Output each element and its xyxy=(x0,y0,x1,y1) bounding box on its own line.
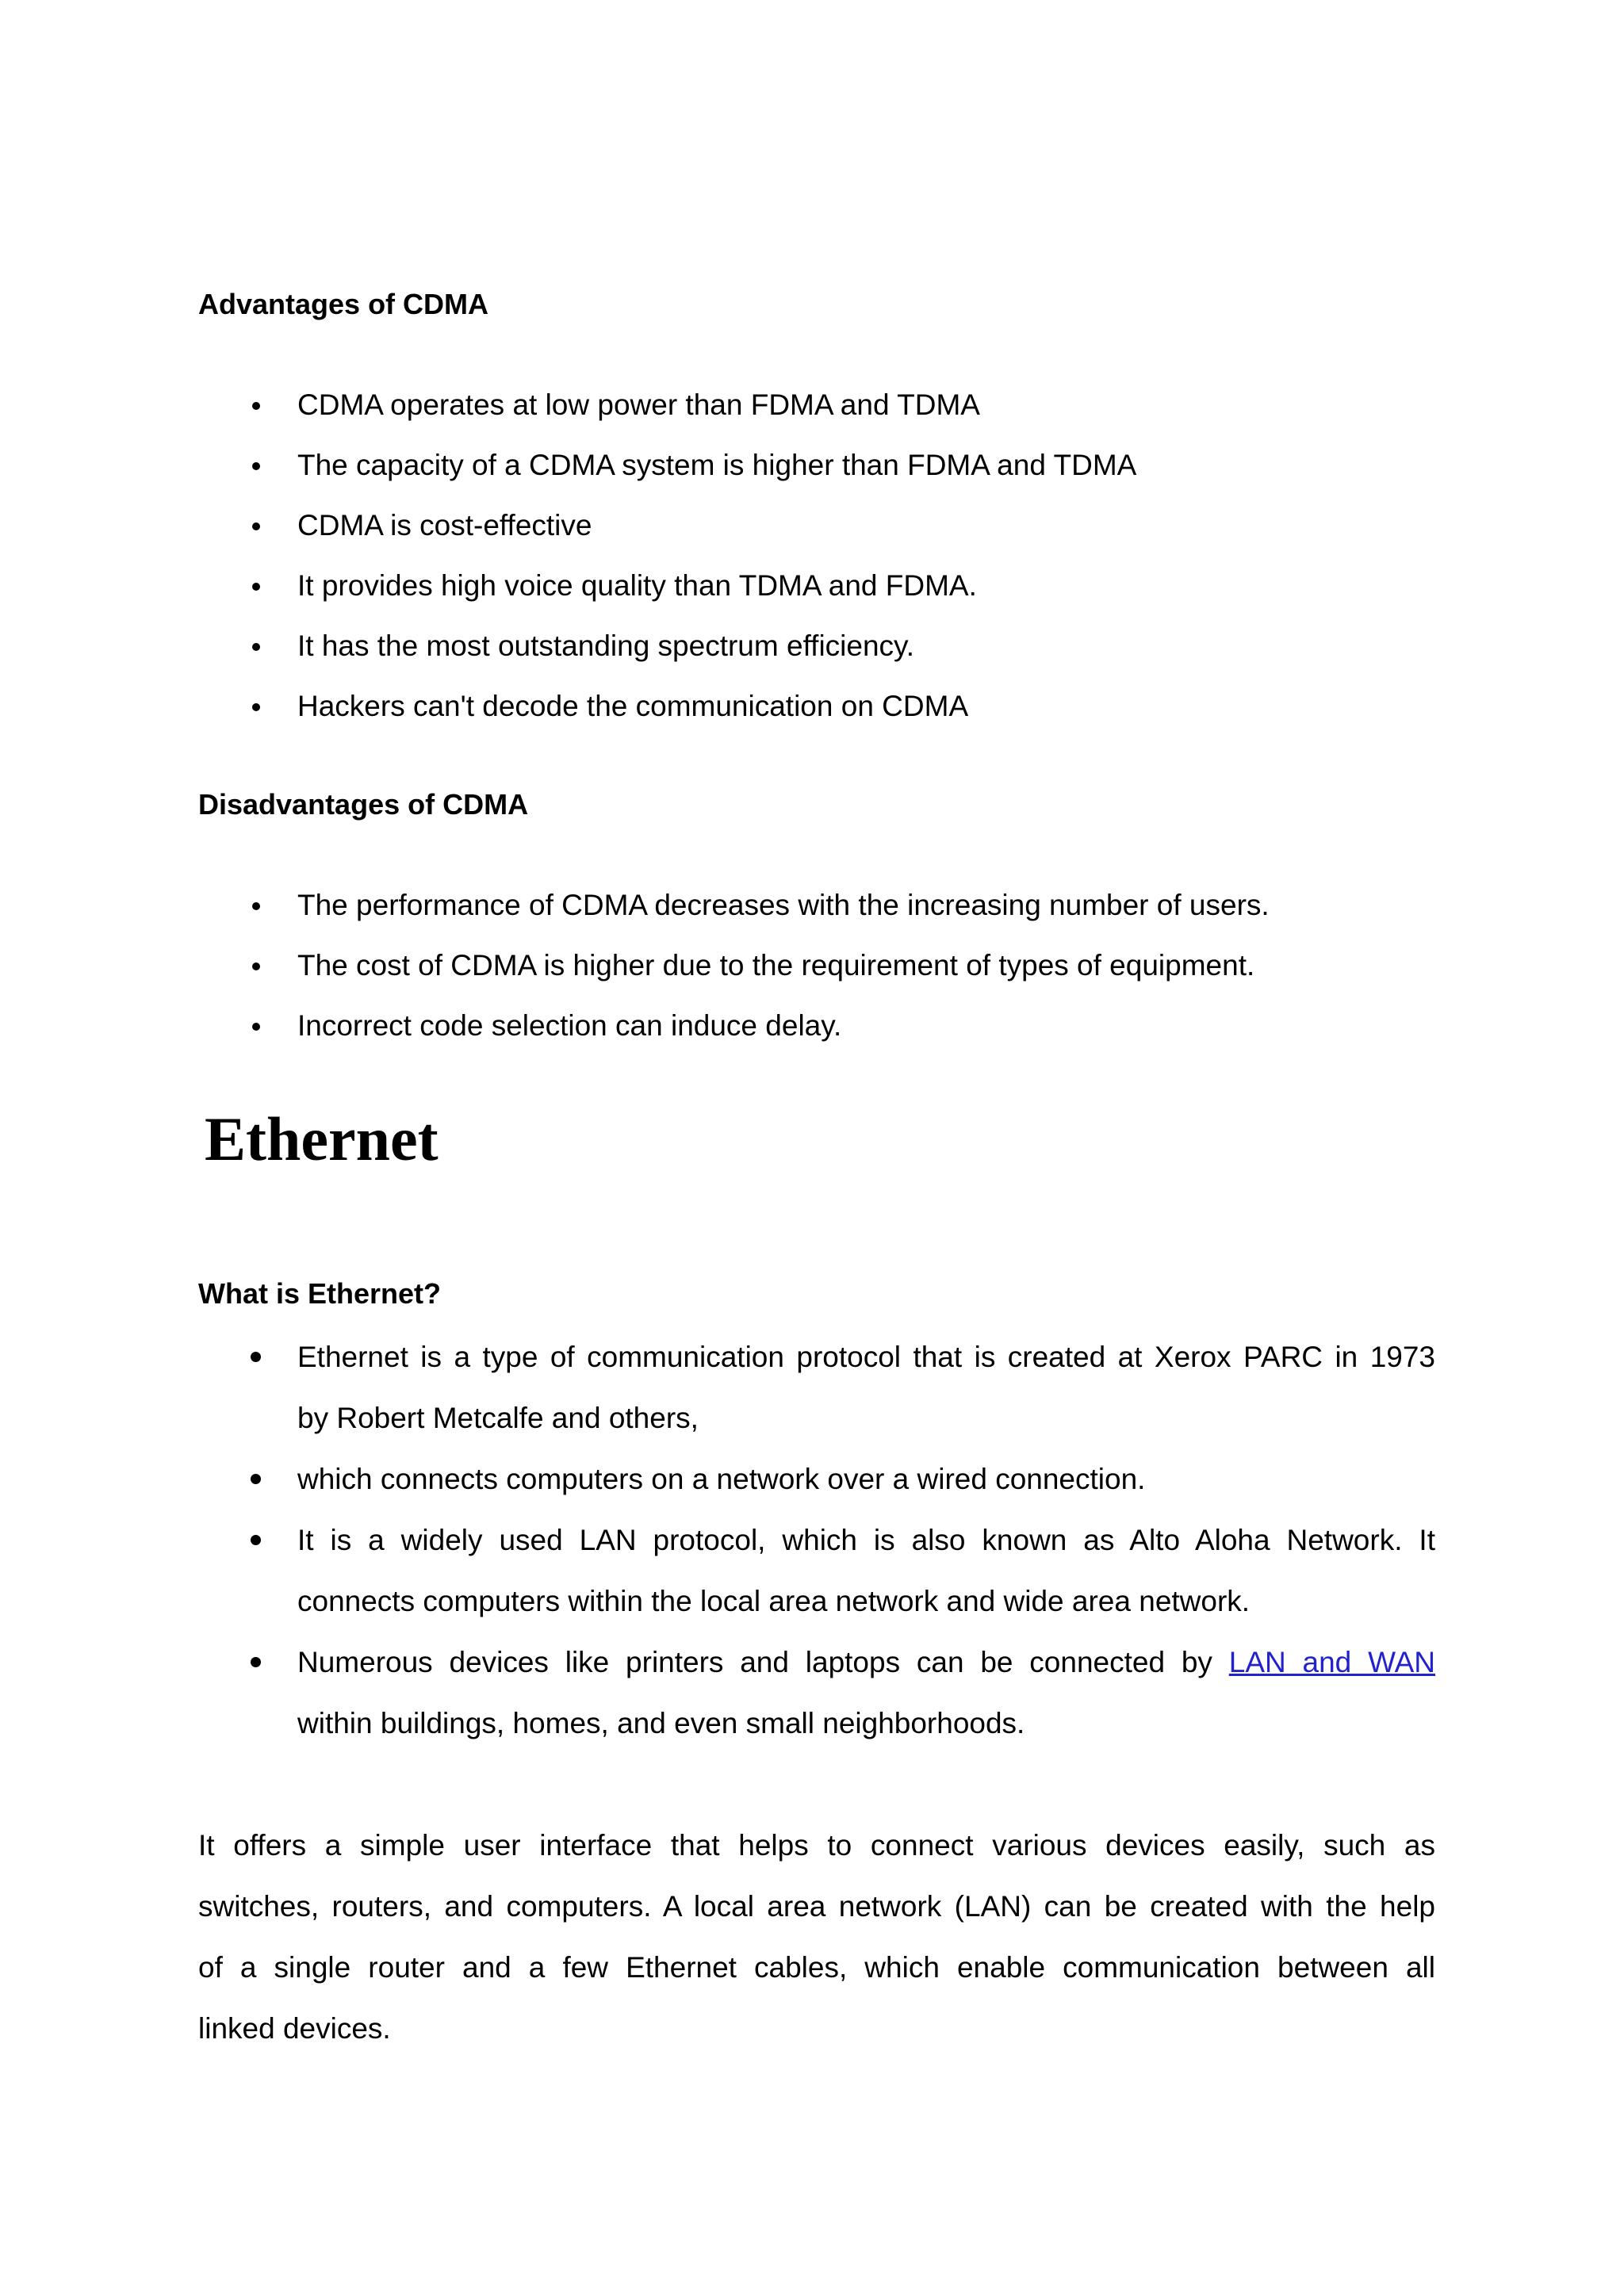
bullet-icon xyxy=(252,462,260,470)
bullet-icon xyxy=(252,902,260,910)
list-item: The cost of CDMA is higher due to the requirement of types of equipment. xyxy=(198,936,1435,996)
list-item: The performance of CDMA decreases with the increasing number of users. xyxy=(198,875,1435,936)
advantages-list xyxy=(198,375,1435,737)
ethernet-paragraph: It offers a simple user interface that helps to connect various devices easily, such as switches, routers, and computers. A local area network (LAN) can be created with the help of a single router and a few Ethernet cables, which enable communication between all linked devices. xyxy=(198,1829,1435,2045)
list-item: Ethernet is a type of communication protocol that is created at Xerox PARC in 1973 by Robert Metcalfe and others, xyxy=(198,1326,1435,1448)
bullet-icon xyxy=(251,1474,261,1484)
advantages-section xyxy=(198,287,1435,322)
ethernet-list xyxy=(198,1326,1435,1754)
list-item: The capacity of a CDMA system is higher than FDMA and TDMA xyxy=(198,435,1435,496)
bullet-icon xyxy=(252,643,260,651)
list-item: Hackers can't decode the communication on CDMA xyxy=(198,676,1435,737)
ethernet-subheading: What is Ethernet? xyxy=(198,1277,442,1310)
disadvantages-section xyxy=(198,787,1435,822)
bullet-icon xyxy=(251,1352,261,1362)
ethernet-list-wrap xyxy=(198,1326,1435,1754)
advantages-list-wrap xyxy=(198,375,1435,737)
list-item: It provides high voice quality than TDMA and FDMA. xyxy=(198,556,1435,616)
list-item: Incorrect code selection can induce delay. xyxy=(198,996,1435,1056)
bullet-icon xyxy=(252,402,260,410)
bullet-icon xyxy=(252,1023,260,1031)
ethernet-section xyxy=(198,1276,1435,1311)
list-item: which connects computers on a network over a wired connection. xyxy=(198,1448,1435,1510)
bullet-icon xyxy=(252,522,260,530)
advantages-heading: Advantages of CDMA xyxy=(198,288,489,320)
bullet-icon xyxy=(252,703,260,711)
bullet-icon xyxy=(251,1657,261,1667)
list-item: It is a widely used LAN protocol, which is also known as Alto Aloha Network. It connects computers within the local area network and wide area network. xyxy=(198,1510,1435,1632)
list-item: CDMA is cost-effective xyxy=(198,496,1435,556)
list-item: CDMA operates at low power than FDMA and TDMA xyxy=(198,375,1435,435)
bullet-icon xyxy=(251,1535,261,1545)
page-title: Ethernet xyxy=(205,1104,439,1173)
lan-wan-link[interactable]: LAN and WAN xyxy=(1228,1646,1436,1678)
disadvantages-list-wrap xyxy=(198,875,1435,1056)
bullet-icon xyxy=(252,583,260,591)
bullet-icon xyxy=(252,962,260,970)
disadvantages-list xyxy=(198,875,1435,1056)
list-item: It has the most outstanding spectrum efficiency. xyxy=(198,616,1435,676)
list-item: Numerous devices like printers and laptops can be connected by LAN and WAN within buildings, homes, and even small neighborhoods. xyxy=(198,1632,1435,1754)
disadvantages-heading: Disadvantages of CDMA xyxy=(198,788,529,821)
